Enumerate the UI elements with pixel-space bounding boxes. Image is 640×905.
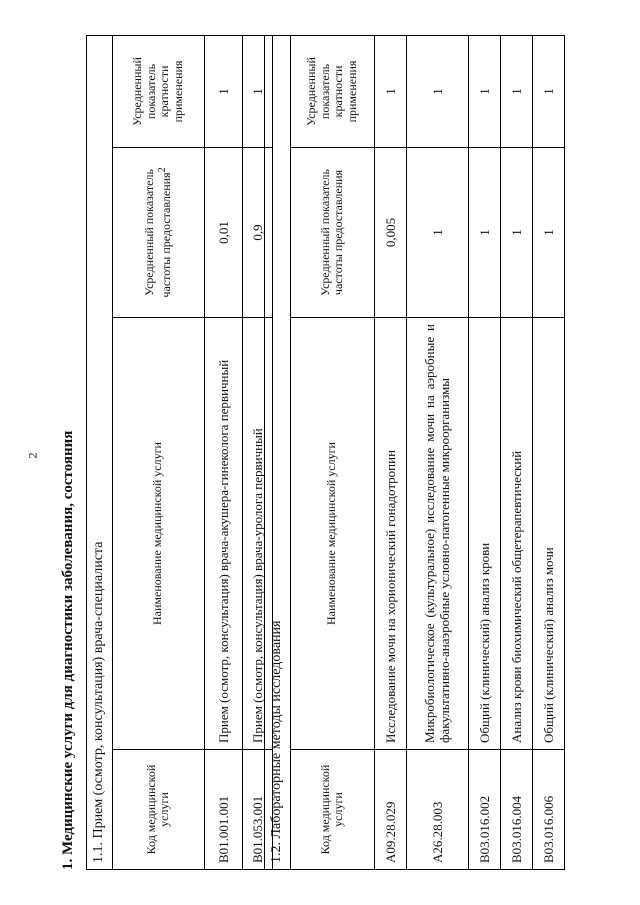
table2-header-code: Код медицинской услуги: [290, 750, 374, 870]
table2-subtitle: 1.2. Лабораторные методы исследования: [265, 35, 291, 869]
table1-row2-mult: 1: [242, 35, 272, 147]
table2-row3-mult: 1: [468, 35, 500, 147]
table1-row1-mult: 1: [204, 35, 242, 147]
table2-row5-name: Общий (клинический) анализ мочи: [532, 318, 564, 750]
table2-row5-code: B03.016.006: [532, 750, 564, 870]
table2-row3-name: Общий (клинический) анализ крови: [468, 318, 500, 750]
table2-row1-freq: 0,005: [374, 148, 406, 318]
table2-row2-name: Микробиологическое (культуральное) исследование мочи на аэробные и факультативно-анаэробные условно-патогенные микроорганизмы: [406, 318, 468, 750]
table-row: [406, 35, 468, 869]
section-title: 1. Медицинские услуги для диагностики заболевания, состояния: [60, 430, 76, 870]
table-lab-tests: [264, 35, 565, 870]
table2-row5-freq: 1: [532, 148, 564, 318]
table2-row3-code: B03.016.002: [468, 750, 500, 870]
table1-row2-freq: 0,9: [242, 148, 272, 318]
table1-header-name: Наименование медицинской услуги: [112, 318, 204, 750]
table2-row2-freq: 1: [406, 148, 468, 318]
table2-row3-freq: 1: [468, 148, 500, 318]
table1-row1-name: Прием (осмотр, консультация) врача-акушера-гинеколога первичный: [204, 318, 242, 750]
table-row: [468, 35, 500, 869]
table1-row2-name: Прием (осмотр, консультация) врача-уролога первичный: [242, 318, 272, 750]
table1-subtitle: 1.1. Прием (осмотр, консультация) врача-специалиста: [87, 35, 113, 869]
table-row: [374, 35, 406, 869]
page-number: 2: [25, 452, 40, 459]
table2-row4-freq: 1: [500, 148, 532, 318]
table2-row4-mult: 1: [500, 35, 532, 147]
table2-row4-name: Анализ крови биохимический общетерапевтический: [500, 318, 532, 750]
table1-header-mult: Усредненный показатель кратности применения: [112, 35, 204, 147]
table2-header-name: Наименование медицинской услуги: [290, 318, 374, 750]
table1-header-freq-text: Усредненный показатель частоты предоставления: [142, 169, 173, 298]
table-row: [204, 35, 242, 869]
table-consultations: [86, 35, 273, 870]
table1-row1-freq: 0,01: [204, 148, 242, 318]
table2-row5-mult: 1: [532, 35, 564, 147]
table2-header-freq: Усредненный показатель частоты предоставления: [290, 148, 374, 318]
table2-row1-mult: 1: [374, 35, 406, 147]
table-row: [532, 35, 564, 869]
table1-header-freq: [112, 148, 204, 318]
table2-row1-code: A09.28.029: [374, 750, 406, 870]
table2-row1-name: Исследование мочи на хорионический гонадотропин: [374, 318, 406, 750]
table-row: [500, 35, 532, 869]
table2-row2-mult: 1: [406, 35, 468, 147]
table1-row1-code: B01.001.001: [204, 750, 242, 870]
table1-row2-code: B01.053.001: [242, 750, 272, 870]
table2-header-mult: Усредненный показатель кратности применения: [290, 35, 374, 147]
rotated-document: [60, 30, 556, 870]
table1-header-code: Код медицинской услуги: [112, 750, 204, 870]
table1-header-freq-sup: 2: [156, 167, 168, 173]
table2-row2-code: A26.28.003: [406, 750, 468, 870]
table2-row4-code: B03.016.004: [500, 750, 532, 870]
